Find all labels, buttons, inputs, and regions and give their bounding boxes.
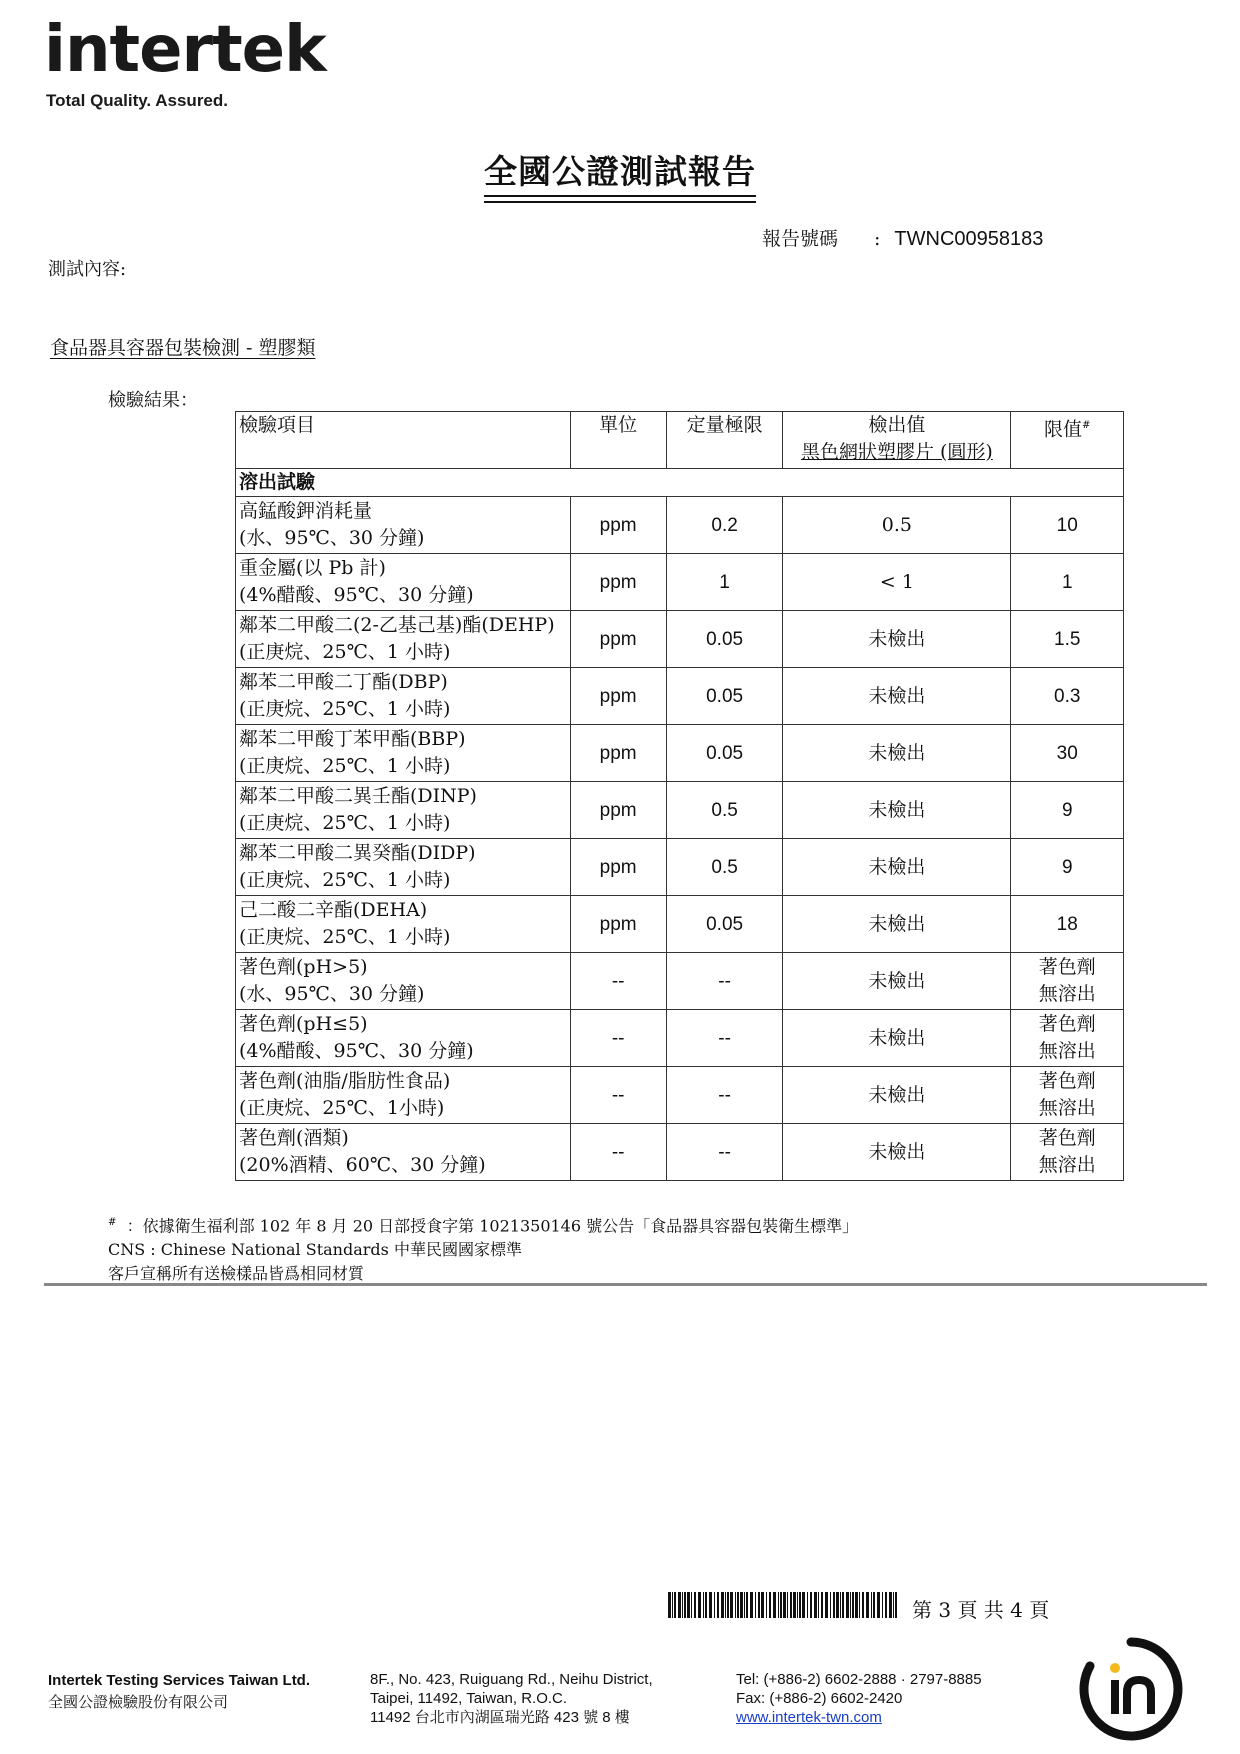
item-condition: (水、95℃、30 分鐘)	[239, 983, 425, 1005]
barcode-bar	[871, 1592, 872, 1618]
header-limit	[1011, 412, 1124, 469]
barcode-bar	[721, 1592, 724, 1618]
loq-cell	[666, 497, 783, 554]
barcode-bar	[735, 1592, 736, 1618]
barcode-bar	[797, 1592, 798, 1618]
limit-value: 著色劑	[1038, 1070, 1096, 1092]
section-title: 溶出試驗	[236, 469, 1124, 497]
barcode-bar	[746, 1592, 748, 1618]
page-number: 第 3 頁 共 4 頁	[912, 1598, 1050, 1622]
barcode-bar	[678, 1592, 681, 1618]
barcode-bar	[866, 1592, 869, 1618]
table-row	[236, 839, 1124, 896]
header-limit-mark: #	[1082, 420, 1091, 431]
unit-cell	[570, 896, 666, 953]
footer-address	[370, 1670, 653, 1727]
barcode-bar	[885, 1592, 887, 1618]
item-name: 高錳酸鉀消耗量	[239, 500, 373, 522]
result-cell	[783, 497, 1011, 554]
item-cell	[236, 668, 571, 725]
limit-value: 9	[1061, 856, 1073, 878]
result-value: 未檢出	[868, 912, 926, 935]
barcode-bar	[807, 1592, 808, 1618]
limit-cell	[1011, 611, 1124, 668]
barcode-bar	[882, 1592, 883, 1618]
item-name: 著色劑(pH≤5)	[239, 1013, 368, 1035]
header-limit-label: 限值	[1044, 418, 1083, 441]
unit-value: ppm	[599, 685, 637, 707]
barcode-bar	[778, 1592, 779, 1618]
barcode-bar	[783, 1592, 786, 1618]
footer-contact	[736, 1670, 982, 1727]
footer-company-zh: 全國公證檢驗股份有限公司	[48, 1694, 229, 1711]
header-item: 檢驗項目	[236, 412, 571, 469]
item-condition: (正庚烷、25℃、1小時)	[239, 1097, 445, 1119]
result-cell	[783, 782, 1011, 839]
barcode-bar	[877, 1592, 880, 1618]
limit-value: 1.5	[1054, 628, 1081, 650]
barcode-bar	[687, 1592, 690, 1618]
item-name: 鄰苯二甲酸二異癸酯(DIDP)	[239, 842, 476, 864]
item-cell	[236, 782, 571, 839]
limit-cell	[1011, 953, 1124, 1010]
item-name: 鄰苯二甲酸二(2-乙基己基)酯(DEHP)	[239, 614, 555, 636]
item-cell	[236, 839, 571, 896]
loq-cell	[666, 1067, 783, 1124]
limit-value-2: 無溶出	[1038, 1040, 1096, 1062]
unit-cell	[570, 953, 666, 1010]
barcode-bar	[755, 1592, 756, 1618]
report-number-label: 報告號碼	[762, 228, 839, 250]
table-row	[236, 782, 1124, 839]
result-cell	[783, 1067, 1011, 1124]
loq-value: --	[718, 1141, 731, 1163]
barcode-bar	[709, 1592, 712, 1618]
limit-value: 1	[1061, 571, 1073, 593]
item-condition: (4%醋酸、95℃、30 分鐘)	[239, 584, 474, 606]
item-name: 鄰苯二甲酸二丁酯(DBP)	[239, 671, 448, 693]
limit-value: 著色劑	[1038, 1013, 1096, 1035]
table-row	[236, 668, 1124, 725]
item-cell	[236, 1067, 571, 1124]
barcode-bar	[842, 1592, 844, 1618]
limit-value: 0.3	[1054, 685, 1081, 707]
limit-cell	[1011, 497, 1124, 554]
footer-address-line-2: Taipei, 11492, Taiwan, R.O.C.	[370, 1690, 568, 1707]
result-cell	[783, 611, 1011, 668]
item-cell	[236, 1124, 571, 1181]
table-row	[236, 1124, 1124, 1181]
loq-cell	[666, 554, 783, 611]
unit-value: ppm	[599, 742, 637, 764]
limit-value-2: 無溶出	[1038, 983, 1096, 1005]
result-value: 未檢出	[868, 798, 926, 821]
barcode-bar	[850, 1592, 851, 1618]
barcode-bar	[737, 1592, 739, 1618]
limit-cell	[1011, 1124, 1124, 1181]
limit-cell	[1011, 1010, 1124, 1067]
loq-value: 0.2	[711, 514, 738, 536]
loq-value: --	[718, 1084, 731, 1106]
result-cell	[783, 839, 1011, 896]
logo-tagline: Total Quality. Assured.	[46, 91, 228, 110]
barcode-bar	[725, 1592, 726, 1618]
barcode-bar	[790, 1592, 792, 1618]
table-row	[236, 1067, 1124, 1124]
loq-cell	[666, 1010, 783, 1067]
barcode-bar	[698, 1592, 701, 1618]
item-name: 己二酸二辛酯(DEHA)	[239, 899, 428, 921]
loq-cell	[666, 668, 783, 725]
barcode-bar	[668, 1592, 671, 1618]
barcode-bar	[691, 1592, 692, 1618]
header-result-label: 檢出值	[868, 414, 926, 436]
limit-value: 30	[1056, 742, 1078, 764]
intertek-circle-logo-icon	[1078, 1636, 1184, 1742]
result-cell	[783, 554, 1011, 611]
barcode-bar	[836, 1592, 839, 1618]
limit-cell	[1011, 839, 1124, 896]
result-cell	[783, 668, 1011, 725]
barcode-bar	[787, 1592, 788, 1618]
item-name: 鄰苯二甲酸丁苯甲酯(BBP)	[239, 728, 466, 750]
loq-cell	[666, 1124, 783, 1181]
barcode-bar	[714, 1592, 715, 1618]
loq-value: --	[718, 1027, 731, 1049]
loq-cell	[666, 611, 783, 668]
table-row	[236, 497, 1124, 554]
barcode-bar	[873, 1592, 875, 1618]
footer-tel: Tel: (+886-2) 6602-2888 · 2797-8885	[736, 1671, 982, 1688]
result-value: 未檢出	[868, 1083, 926, 1106]
table-row	[236, 953, 1124, 1010]
report-title-wrap	[0, 146, 1240, 197]
footer-address-line-1: 8F., No. 423, Ruiguang Rd., Neihu District,	[370, 1671, 653, 1688]
header-unit: 單位	[570, 412, 666, 469]
barcode-bar	[769, 1592, 771, 1618]
footer-address-line-3: 11492 台北市內湖區瑞光路 423 號 8 樓	[370, 1709, 630, 1726]
item-name: 重金屬(以 Pb 計)	[239, 557, 386, 579]
result-cell	[783, 896, 1011, 953]
loq-value: 0.5	[711, 856, 738, 878]
barcode-bar	[684, 1592, 686, 1618]
table-row	[236, 725, 1124, 782]
unit-value: --	[611, 1084, 625, 1106]
unit-cell	[570, 497, 666, 554]
loq-cell	[666, 896, 783, 953]
item-condition: (正庚烷、25℃、1 小時)	[239, 755, 451, 777]
report-number-sep: :	[874, 228, 881, 250]
result-value: 未檢出	[868, 855, 926, 878]
barcode-bar	[740, 1592, 743, 1618]
barcode	[668, 1592, 898, 1618]
header-result	[783, 412, 1011, 469]
result-value: 未檢出	[868, 969, 926, 992]
unit-value: --	[611, 970, 625, 992]
loq-value: 1	[719, 571, 730, 593]
limit-value-2: 無溶出	[1038, 1154, 1096, 1176]
unit-value: ppm	[599, 628, 637, 650]
barcode-bar	[814, 1592, 817, 1618]
barcode-bar	[852, 1592, 854, 1618]
item-cell	[236, 497, 571, 554]
limit-cell	[1011, 725, 1124, 782]
result-cell	[783, 1010, 1011, 1067]
barcode-bar	[802, 1592, 805, 1618]
item-cell	[236, 953, 571, 1010]
item-cell	[236, 554, 571, 611]
barcode-bar	[825, 1592, 828, 1618]
barcode-bar	[727, 1592, 729, 1618]
loq-value: 0.05	[706, 913, 744, 935]
unit-cell	[570, 1067, 666, 1124]
divider	[44, 1283, 1207, 1286]
section-row	[236, 469, 1124, 497]
unit-cell	[570, 554, 666, 611]
item-condition: (正庚烷、25℃、1 小時)	[239, 698, 451, 720]
footnote-2: CNS : Chinese National Standards 中華民國國家標準	[108, 1240, 522, 1260]
loq-value: --	[718, 970, 731, 992]
item-name: 著色劑(酒類)	[239, 1127, 349, 1149]
barcode-bar	[818, 1592, 819, 1618]
unit-cell	[570, 725, 666, 782]
barcode-bar	[855, 1592, 858, 1618]
item-cell	[236, 725, 571, 782]
item-condition: (正庚烷、25℃、1 小時)	[239, 926, 451, 948]
content-label: 測試內容:	[48, 259, 127, 280]
header-result-sample: 黑色網狀塑膠片 (圓形)	[800, 441, 993, 463]
loq-cell	[666, 725, 783, 782]
loq-cell	[666, 782, 783, 839]
loq-value: 0.05	[706, 628, 744, 650]
loq-cell	[666, 953, 783, 1010]
loq-cell	[666, 839, 783, 896]
item-name: 著色劑(油脂/脂肪性食品)	[239, 1070, 451, 1092]
footnote-3: 客戶宣稱所有送檢樣品皆爲相同材質	[108, 1264, 365, 1284]
unit-cell	[570, 782, 666, 839]
result-value: 未檢出	[868, 684, 926, 707]
unit-cell	[570, 839, 666, 896]
unit-value: ppm	[599, 913, 637, 935]
intertek-logo: intertek	[44, 13, 326, 87]
header-loq: 定量極限	[666, 412, 783, 469]
unit-value: ppm	[599, 856, 637, 878]
item-cell	[236, 1010, 571, 1067]
table-row	[236, 611, 1124, 668]
barcode-bar	[730, 1592, 733, 1618]
result-cell	[783, 1124, 1011, 1181]
barcode-bar	[810, 1592, 812, 1618]
footer-website-link[interactable]: www.intertek-twn.com	[736, 1709, 882, 1726]
results-table	[235, 411, 1124, 1181]
result-value: 未檢出	[868, 1026, 926, 1049]
barcode-bar	[744, 1592, 745, 1618]
table-row	[236, 1010, 1124, 1067]
item-condition: (正庚烷、25℃、1 小時)	[239, 869, 451, 891]
barcode-bar	[773, 1592, 776, 1618]
barcode-bar	[846, 1592, 849, 1618]
limit-cell	[1011, 668, 1124, 725]
result-cell	[783, 725, 1011, 782]
limit-cell	[1011, 782, 1124, 839]
barcode-bar	[862, 1592, 864, 1618]
footnotes	[108, 1211, 858, 1286]
unit-value: --	[611, 1141, 625, 1163]
item-cell	[236, 896, 571, 953]
loq-value: 0.5	[711, 799, 738, 821]
barcode-bar	[895, 1592, 897, 1618]
limit-value-2: 無溶出	[1038, 1097, 1096, 1119]
item-condition: (20%酒精、60℃、30 分鐘)	[239, 1154, 486, 1176]
barcode-bar	[840, 1592, 841, 1618]
unit-value: ppm	[599, 514, 637, 536]
table-header-row	[236, 412, 1124, 469]
footer-fax: Fax: (+886-2) 6602-2420	[736, 1690, 903, 1707]
barcode-bar	[717, 1592, 719, 1618]
footer-company	[48, 1670, 310, 1714]
report-title: 全國公證測試報告	[484, 146, 756, 197]
barcode-bar	[703, 1592, 704, 1618]
report-number	[762, 224, 1043, 251]
barcode-bar	[793, 1592, 796, 1618]
barcode-bar	[674, 1592, 676, 1618]
barcode-bar	[889, 1592, 892, 1618]
barcode-bar	[893, 1592, 894, 1618]
barcode-bar	[682, 1592, 683, 1618]
limit-value: 著色劑	[1038, 956, 1096, 978]
result-cell	[783, 953, 1011, 1010]
result-value: 未檢出	[868, 627, 926, 650]
limit-value: 10	[1056, 514, 1078, 536]
item-condition: (水、95℃、30 分鐘)	[239, 527, 425, 549]
item-name: 著色劑(pH>5)	[239, 956, 368, 978]
barcode-bar	[750, 1592, 753, 1618]
footnote-1	[108, 1211, 858, 1238]
footnote-mark: #	[108, 1217, 117, 1228]
result-value: 0.5	[881, 513, 913, 536]
footnote-1-text: ：依據衛生福利部 102 年 8 月 20 日部授食字第 1021350146 號公告「食品器具容器包裝衛生標準」	[126, 1216, 859, 1236]
barcode-bar	[780, 1592, 782, 1618]
limit-value: 9	[1061, 799, 1073, 821]
footer-company-en: Intertek Testing Services Taiwan Ltd.	[48, 1672, 311, 1689]
loq-value: 0.05	[706, 742, 744, 764]
barcode-bar	[766, 1592, 767, 1618]
limit-value: 18	[1056, 913, 1078, 935]
table-row	[236, 896, 1124, 953]
barcode-bar	[672, 1592, 673, 1618]
item-condition: (4%醋酸、95℃、30 分鐘)	[239, 1040, 474, 1062]
item-name: 鄰苯二甲酸二異壬酯(DINP)	[239, 785, 477, 807]
unit-value: ppm	[599, 571, 637, 593]
unit-value: --	[611, 1027, 625, 1049]
barcode-bar	[833, 1592, 835, 1618]
limit-cell	[1011, 1067, 1124, 1124]
test-category: 食品器具容器包裝檢測 - 塑膠類	[50, 337, 316, 359]
unit-cell	[570, 1124, 666, 1181]
table-row	[236, 554, 1124, 611]
results-label: 檢驗結果：	[108, 390, 198, 411]
unit-cell	[570, 1010, 666, 1067]
item-cell	[236, 611, 571, 668]
unit-value: ppm	[599, 799, 637, 821]
barcode-bar	[830, 1592, 831, 1618]
result-value: 未檢出	[868, 1140, 926, 1163]
barcode-bar	[799, 1592, 801, 1618]
result-value: < 1	[879, 570, 914, 593]
report-number-value: TWNC00958183	[894, 228, 1044, 250]
limit-value: 著色劑	[1038, 1127, 1096, 1149]
barcode-bar	[705, 1592, 707, 1618]
barcode-bar	[761, 1592, 764, 1618]
barcode-bar	[821, 1592, 823, 1618]
unit-cell	[570, 611, 666, 668]
item-condition: (正庚烷、25℃、1 小時)	[239, 812, 451, 834]
limit-cell	[1011, 896, 1124, 953]
barcode-bar	[694, 1592, 696, 1618]
limit-cell	[1011, 554, 1124, 611]
result-value: 未檢出	[868, 741, 926, 764]
barcode-bar	[758, 1592, 760, 1618]
unit-cell	[570, 668, 666, 725]
barcode-bar	[859, 1592, 860, 1618]
loq-value: 0.05	[706, 685, 744, 707]
item-condition: (正庚烷、25℃、1 小時)	[239, 641, 451, 663]
